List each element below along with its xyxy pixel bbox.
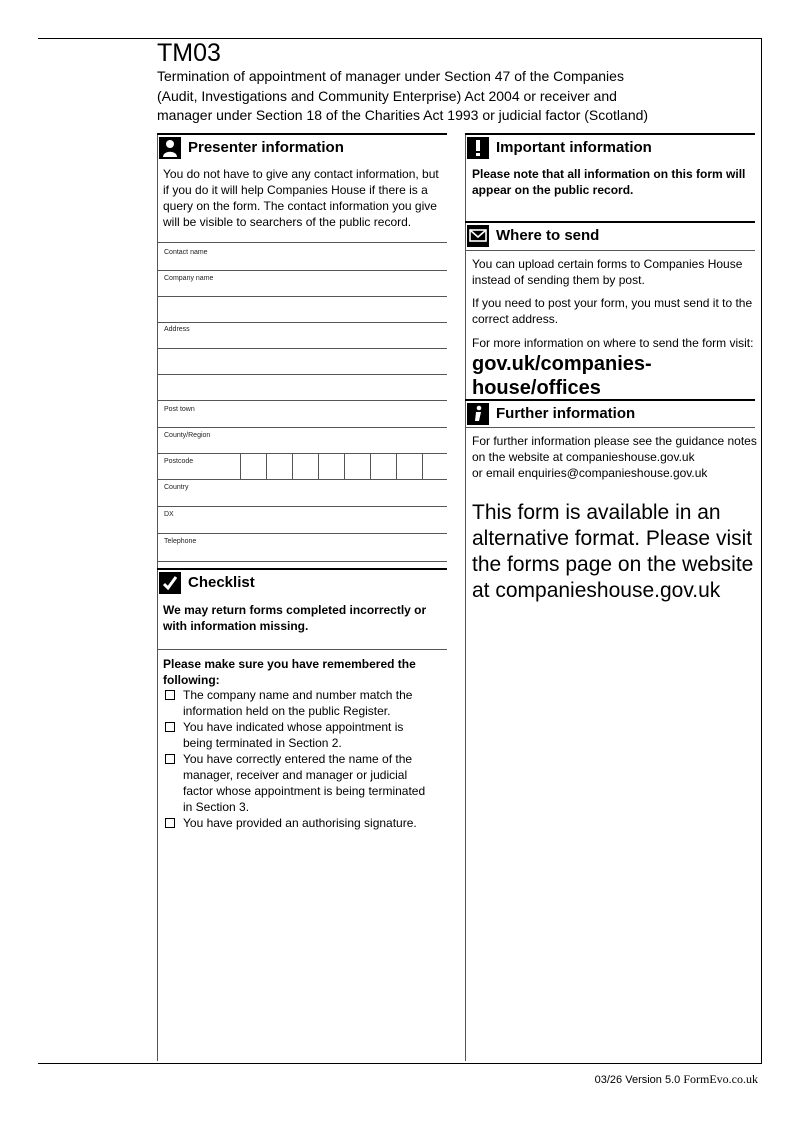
further-line-1: For further information please see the guidance notes <box>472 434 757 448</box>
postcode-box-divider <box>240 454 241 479</box>
middle-column-rule <box>465 135 466 1061</box>
alternative-format-notice: This form is available in an alternative format. Please visit the forms page on the website at companieshouse.gov.uk <box>472 501 754 602</box>
footer-version: 03/26 Version 5.0 <box>594 1074 681 1086</box>
top-rule <box>38 38 762 39</box>
where-to-send-heading-title: Where to send <box>496 227 600 244</box>
presenter-heading <box>157 133 447 160</box>
company-name-label: Company name <box>164 275 214 282</box>
checkbox[interactable] <box>165 690 175 700</box>
checklist-item-text: The company name and number match the information held on the public Register. <box>183 688 413 718</box>
presenter-intro: You do not have to give any contact information, but if you do it will help Companies House if there is a query on the form. The contact information you give will be visible to searchers of the public record. <box>163 167 439 229</box>
contact-name-line <box>157 270 447 271</box>
checklist-heading <box>157 568 447 595</box>
postcode-box-divider <box>266 454 267 479</box>
footer-brand: FormEvo.co.uk <box>683 1072 758 1086</box>
dx-line <box>157 533 447 534</box>
address-line-2 <box>157 374 447 375</box>
important-text: Please note that all information on this form will appear on the public record. <box>472 167 746 197</box>
postcode-label: Postcode <box>164 458 194 465</box>
dx-label: DX <box>164 511 174 518</box>
company-name-line-1 <box>157 296 447 297</box>
checklist-item-text: You have provided an authorising signature. <box>183 816 417 830</box>
postcode-box-divider <box>344 454 345 479</box>
postcode-box-divider <box>318 454 319 479</box>
further-rule <box>465 427 755 428</box>
checklist-items <box>163 687 435 831</box>
postcode-box-divider <box>396 454 397 479</box>
presenter-heading-title: Presenter information <box>188 139 344 156</box>
postcode-line <box>157 479 447 480</box>
checklist-item-text: You have correctly entered the name of the manager, receiver and manager or judicial factor whose appointment is being terminated in Section 3. <box>183 752 426 814</box>
company-name-line-2 <box>157 322 447 323</box>
checklist-item[interactable] <box>163 815 435 831</box>
further-line-3: or email enquiries@companieshouse.gov.uk <box>472 466 708 480</box>
contact-name-label: Contact name <box>164 249 208 256</box>
info-icon <box>467 403 489 425</box>
address-line-3 <box>157 400 447 401</box>
where-to-send-heading <box>465 221 755 248</box>
person-icon <box>159 137 181 159</box>
checklist-item[interactable] <box>163 719 435 751</box>
postcode-box-divider <box>370 454 371 479</box>
important-heading <box>465 133 755 160</box>
country-label: Country <box>164 484 189 491</box>
where-to-send-p1: You can upload certain forms to Companies House instead of sending them by post. <box>472 257 743 287</box>
checkbox[interactable] <box>165 754 175 764</box>
address-label: Address <box>164 326 190 333</box>
form-title: Termination of appointment of manager under Section 47 of the Companies (Audit, Investigations and Community Enterprise) Act 2004 or receiver and manager under Section 18 of the Charities Act 1993 or judicial factor (Scotland) <box>157 68 649 123</box>
address-line-1 <box>157 348 447 349</box>
checklist-item-text: You have indicated whose appointment is being terminated in Section 2. <box>183 720 404 750</box>
footer <box>595 1072 758 1087</box>
offices-link[interactable]: gov.uk/companies-house/offices <box>472 353 652 399</box>
checklist-warning: We may return forms completed incorrectly or with information missing. <box>163 603 427 633</box>
checklist-item[interactable] <box>163 687 435 719</box>
checklist-item[interactable] <box>163 751 435 815</box>
postcode-box-divider <box>422 454 423 479</box>
where-to-send-rule <box>465 250 755 251</box>
further-heading <box>465 399 755 426</box>
right-rule <box>761 38 762 1064</box>
further-line-2: on the website at companieshouse.gov.uk <box>472 450 695 464</box>
checkmark-icon <box>159 572 181 594</box>
checkbox[interactable] <box>165 722 175 732</box>
telephone-line <box>157 561 447 562</box>
envelope-icon <box>467 225 489 247</box>
postcode-box-divider <box>292 454 293 479</box>
post-town-line <box>157 427 447 428</box>
where-to-send-p2: If you need to post your form, you must send it to the correct address. <box>472 296 753 326</box>
county-region-line <box>157 453 447 454</box>
checklist-rule <box>157 649 447 650</box>
country-line <box>157 506 447 507</box>
county-region-label: County/Region <box>164 432 211 439</box>
left-column-rule <box>157 135 158 1061</box>
where-to-send-p3: For more information on where to send the form visit: <box>472 336 754 350</box>
checklist-remember: Please make sure you have remembered the following: <box>163 657 416 687</box>
checklist-heading-title: Checklist <box>188 574 255 591</box>
presenter-intro-rule <box>157 242 447 243</box>
further-heading-title: Further information <box>496 405 636 422</box>
telephone-label: Telephone <box>164 538 197 545</box>
important-heading-title: Important information <box>496 139 652 156</box>
form-code: TM03 <box>157 39 221 67</box>
exclamation-icon <box>467 137 489 159</box>
bottom-rule <box>38 1063 762 1064</box>
checkbox[interactable] <box>165 818 175 828</box>
post-town-label: Post town <box>164 406 195 413</box>
